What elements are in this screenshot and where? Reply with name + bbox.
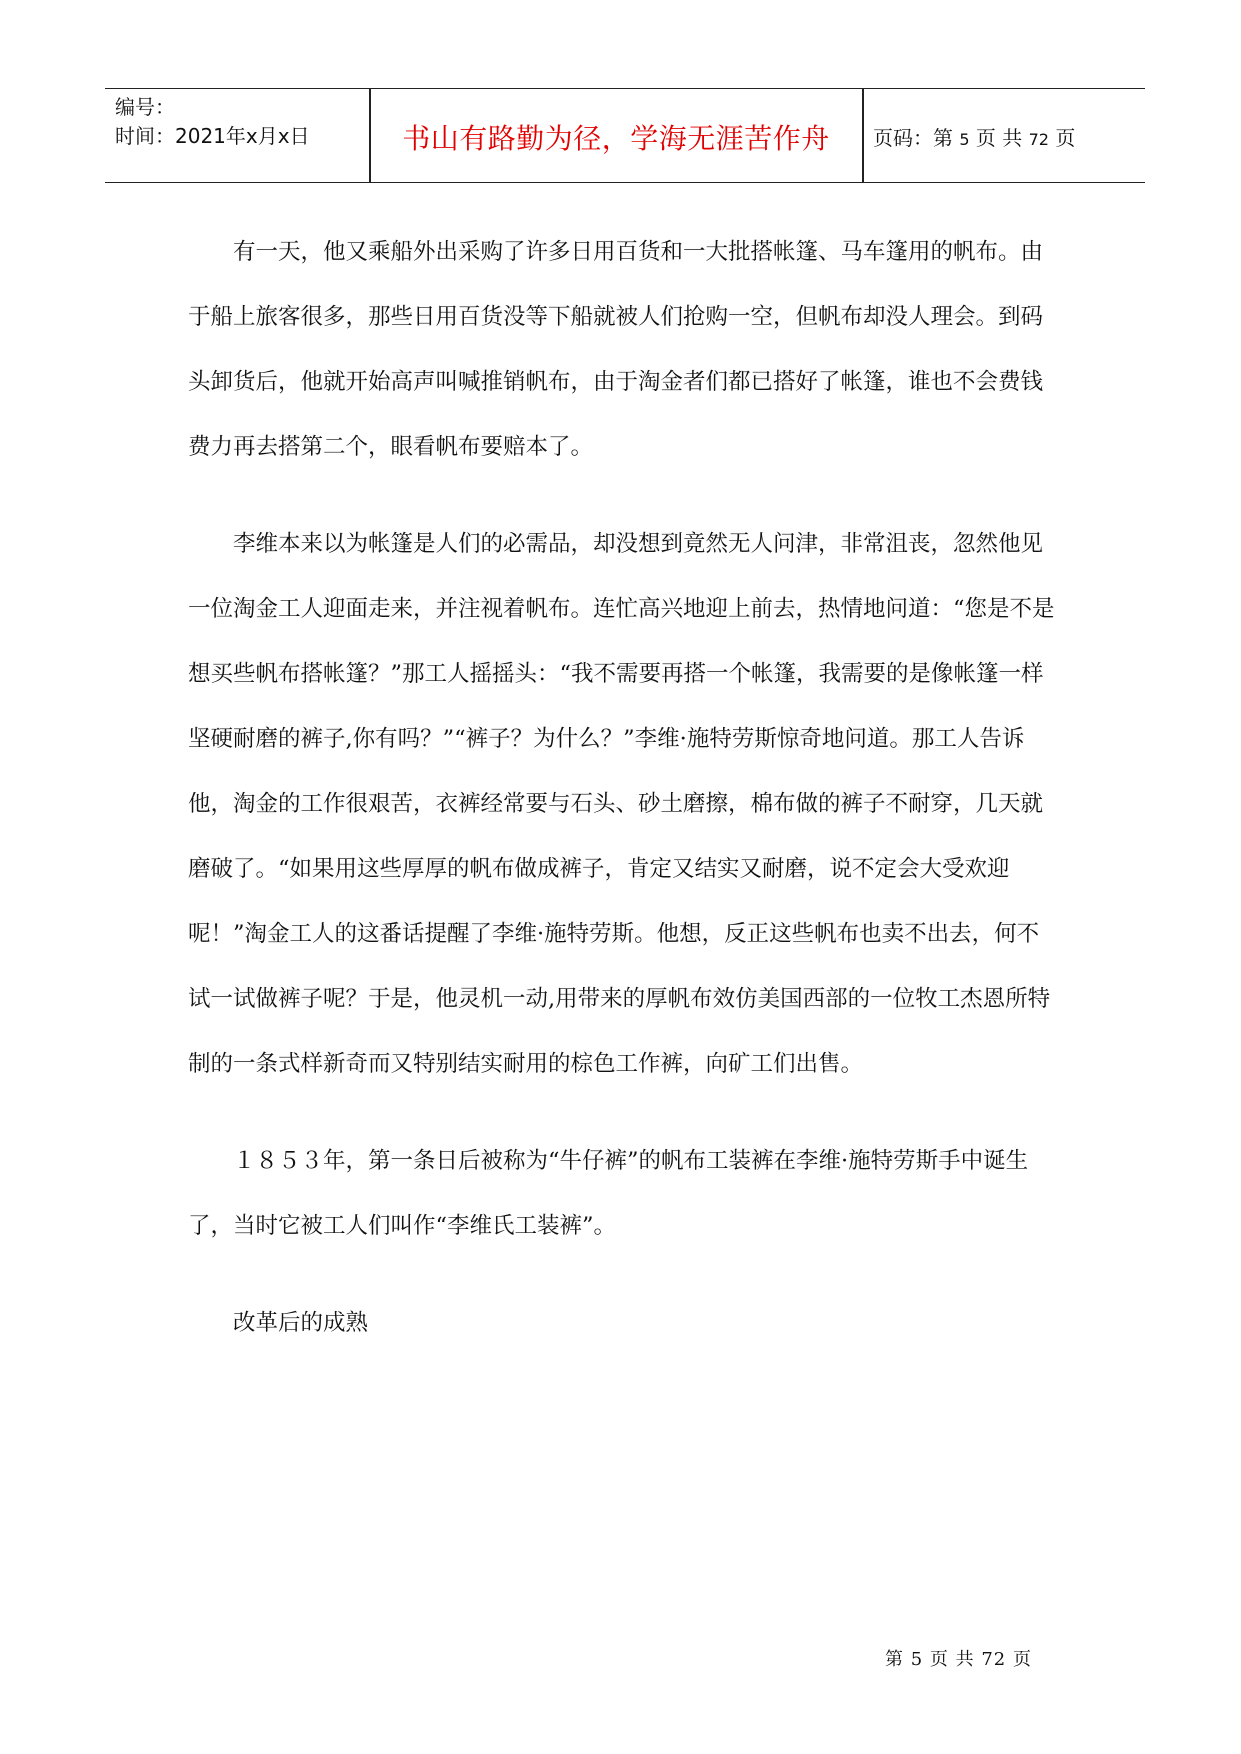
paragraph: 改革后的成熟 (233, 1310, 369, 1336)
page-footer: 第 5 页 共 72 页 (885, 1649, 1032, 1670)
page-label-prefix: 页码：第 (873, 126, 953, 150)
page-label-mid: 页 共 (975, 126, 1023, 150)
paragraph: １８５３年，第一条日后被称为“牛仔裤”的帆布工装裤在李维·施特劳斯手中诞生了，当时它被工人们叫作“李维氏工装裤”。 (188, 1148, 1029, 1239)
paragraph: 李维本来以为帐篷是人们的必需品，却没想到竟然无人问津，非常沮丧，忽然他见一位淘金工人迎面走来，并注视着帆布。连忙高兴地迎上前去，热情地问道：“您是不是想买些帆布搭帐篷？”那工人摇摇头：“我不需要再搭一个帐篷，我需要的是像帐篷一样坚硬耐磨的裤子,你有吗？”“裤子？为什么？”李维·施特劳斯惊奇地问道。那工人告诉他，淘金的工作很艰苦，衣裤经常要与石头、砂土磨擦，棉布做的裤子不耐穿，几天就磨破了。“如果用这些厚厚的帆布做成裤子，肯定又结实又耐磨，说不定会大受欢迎呢！”淘金工人的这番话提醒了李维·施特劳斯。他想，反正这些帆布也卖不出去，何不试一试做裤子呢？于是，他灵机一动,用带来的厚帆布效仿美国西部的一位牧工杰恩所特制的一条式样新奇而又特别结实耐用的棕色工作裤，向矿工们出售。 (188, 531, 1055, 1077)
paragraph: 有一天，他又乘船外出采购了许多日用百货和一大批搭帐篷、马车篷用的帆布。由于船上旅客很多，那些日用百货没等下船就被人们抢购一空，但帆布却没人理会。到码头卸货后，他就开始高声叫喊推销帆布，由于淘金者们都已搭好了帐篷，谁也不会费钱费力再去搭第二个，眼看帆布要赔本了。 (188, 239, 1044, 460)
header-meta (115, 93, 365, 151)
page-header (105, 88, 1145, 183)
page-label-suffix: 页 (1055, 126, 1076, 150)
document-body (188, 220, 1058, 1388)
page-current: 5 (959, 130, 970, 149)
time-label: 时间：2021年x月x日 (115, 124, 310, 148)
header-page-number (873, 122, 1075, 151)
header-motto: 书山有路勤为径，学海无涯苦作舟 (402, 122, 830, 155)
page-total: 72 (1028, 130, 1049, 149)
doc-number-label: 编号： (115, 95, 175, 119)
header-divider-right (862, 89, 864, 182)
